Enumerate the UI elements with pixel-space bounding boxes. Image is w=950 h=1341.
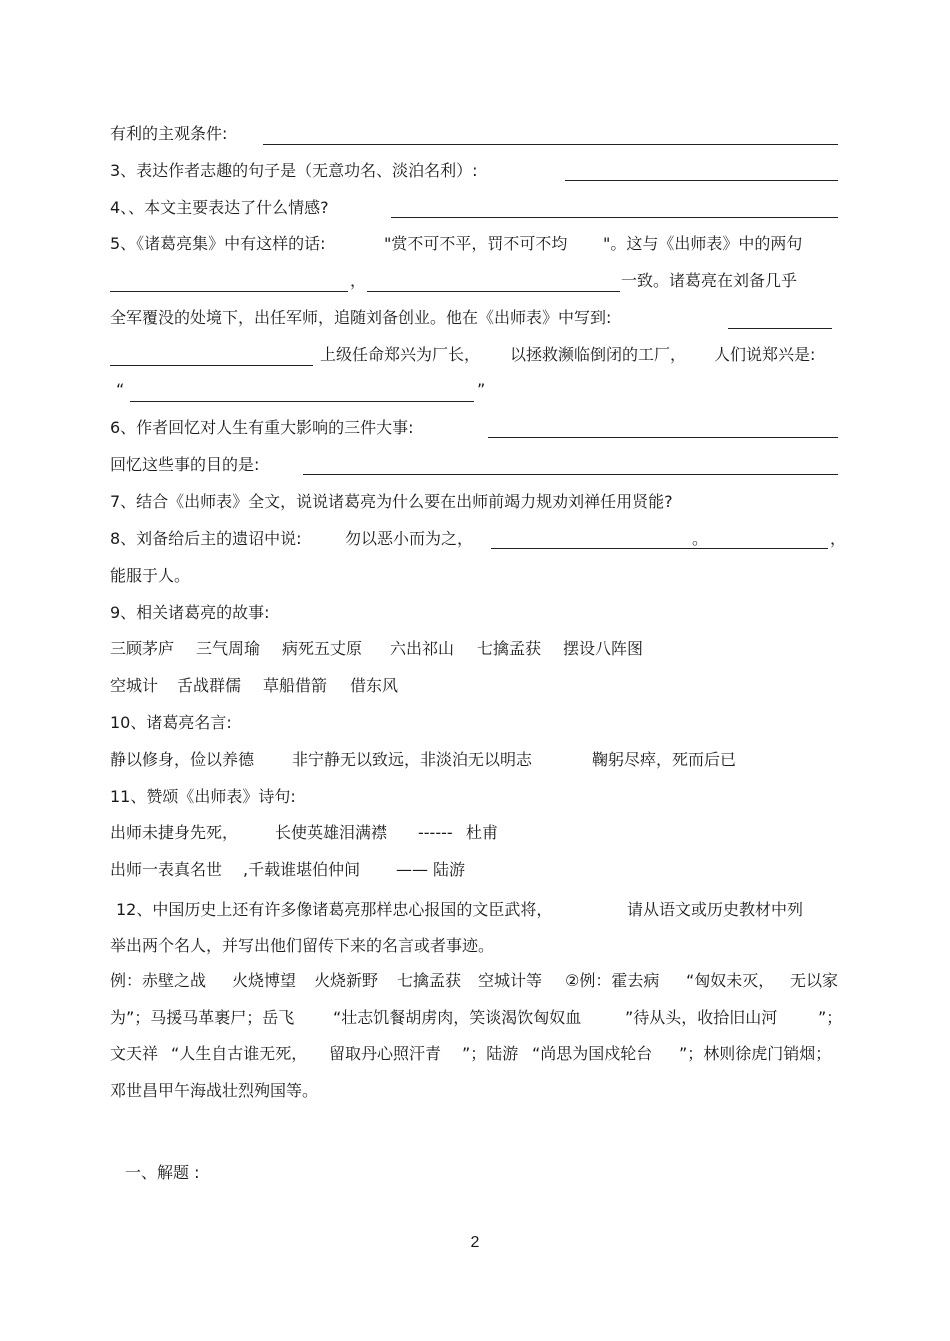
question-11: 11、赞颂《出师表》诗句: (110, 787, 296, 806)
question-9: 9、相关诸葛亮的故事: (110, 603, 270, 622)
question-6-purpose: 回忆这些事的目的是: (110, 455, 260, 474)
answer-blank[interactable] (263, 144, 838, 145)
example-text: 无以家 (790, 971, 839, 990)
question-6: 6、作者回忆对人生有重大影响的三件大事: (110, 418, 414, 437)
example-text: 空城计等 (478, 971, 543, 990)
story-item: 借东风 (350, 676, 399, 695)
answer-blank[interactable] (391, 217, 838, 218)
open-quote: “ (116, 380, 125, 399)
answer-blank[interactable] (491, 548, 828, 549)
condition-label: 有利的主观条件: (110, 124, 228, 143)
quote-item: 静以修身，俭以养德 (110, 750, 255, 769)
answer-blank[interactable] (565, 180, 838, 181)
period: 。 (692, 529, 709, 548)
answer-blank[interactable] (367, 291, 620, 292)
example-text: “人生自古谁无死， (171, 1044, 308, 1063)
example-text: ”； (818, 1008, 843, 1027)
poem-line: 出师未捷身先死， (110, 823, 239, 842)
question-3: 3、表达作者志趣的句子是（无意功名、淡泊名利）: (110, 161, 478, 180)
poem-dash: ------ (418, 823, 453, 842)
example-text: ”；陆游 (462, 1044, 519, 1063)
question-5-text: 一致。诸葛亮在刘备几乎 (621, 271, 798, 290)
poem-line: ,千载谁堪伯仲间 (243, 860, 361, 879)
poem-author: 陆游 (433, 860, 466, 879)
answer-blank[interactable] (488, 437, 838, 438)
question-12-text: 举出两个名人，并写出他们留传下来的名言或者事迹。 (110, 936, 495, 955)
story-item: 三气周瑜 (196, 639, 261, 658)
page-number: 2 (470, 1234, 480, 1251)
story-item: 空城计 (110, 676, 159, 695)
question-7: 7、结合《出师表》全文，说说诸葛亮为什么要在出师前竭力规劝刘禅任用贤能? (110, 492, 673, 511)
example-text: 七擒孟获 (397, 971, 462, 990)
question-5-text: 人们说郑兴是: (714, 345, 816, 364)
example-text: 为”；马援马革裹尸；岳飞 (110, 1008, 295, 1027)
story-item: 摆设八阵图 (563, 639, 644, 658)
question-5-text: 上级任命郑兴为厂长， (320, 345, 481, 364)
answer-blank[interactable] (110, 291, 348, 292)
answer-blank[interactable] (110, 365, 313, 366)
quote-item: 非宁静无以致远，非淡泊无以明志 (292, 750, 533, 769)
example-text: 文天祥 (110, 1044, 159, 1063)
question-5: 5、《诸葛亮集》中有这样的话: (110, 234, 326, 253)
poem-line: 长使英雄泪满襟 (275, 823, 388, 842)
answer-blank[interactable] (303, 474, 838, 475)
story-item: 七擒孟获 (477, 639, 542, 658)
comma: ， (830, 529, 847, 548)
quote-text: "赏不可不平，罚不可不均 (384, 234, 568, 253)
story-item: 草船借箭 (263, 676, 328, 695)
example-text: 邓世昌甲午海战壮烈殉国等。 (110, 1081, 319, 1100)
example-text: ”待从头，收拾旧山河 (625, 1008, 778, 1027)
example-text: ②例：霍去病 (565, 971, 660, 990)
question-5-text: 全军覆没的处境下，出任军师，追随刘备创业。他在《出师表》中写到: (110, 308, 612, 327)
question-8-text: 能服于人。 (110, 566, 191, 585)
question-12: 12、中国历史上还有许多像诸葛亮那样忠心报国的文臣武将， (116, 900, 553, 919)
quote-text: 勿以恶小而为之， (345, 529, 474, 548)
question-10: 10、诸葛亮名言: (110, 713, 232, 732)
question-4: 4、、本文主要表达了什么情感? (110, 198, 329, 217)
example-text: 例：赤壁之战 (110, 971, 207, 990)
example-text: ”；林则徐虎门销烟； (679, 1044, 832, 1063)
answer-blank[interactable] (728, 328, 832, 329)
poem-author: 杜甫 (466, 823, 499, 842)
poem-dash: —— (396, 860, 428, 879)
question-5-text: "。这与《出师表》中的两句 (603, 234, 803, 253)
answer-blank[interactable] (130, 401, 474, 402)
story-item: 舌战群儒 (177, 676, 242, 695)
example-text: “壮志饥餐胡虏肉，笑谈渴饮匈奴血 (333, 1008, 582, 1027)
example-text: 留取丹心照汗青 (329, 1044, 442, 1063)
story-item: 三顾茅庐 (110, 639, 175, 658)
question-5-text: 以拯救濒临倒闭的工厂， (510, 345, 687, 364)
story-item: 病死五丈原 (282, 639, 363, 658)
section-title: 一、解题 : (125, 1163, 200, 1182)
question-12-text: 请从语文或历史教材中列 (627, 900, 804, 919)
example-text: 火烧博望 (232, 971, 297, 990)
poem-line: 出师一表真名世 (110, 860, 223, 879)
close-quote: ” (477, 380, 486, 399)
example-text: “尚思为国戍轮台 (532, 1044, 653, 1063)
quote-item: 鞠躬尽瘁，死而后已 (592, 750, 737, 769)
question-8: 8、刘备给后主的遗诏中说: (110, 529, 302, 548)
story-item: 六出祁山 (390, 639, 455, 658)
example-text: 火烧新野 (314, 971, 379, 990)
comma: ， (350, 271, 367, 290)
example-text: “匈奴未灭， (686, 971, 775, 990)
